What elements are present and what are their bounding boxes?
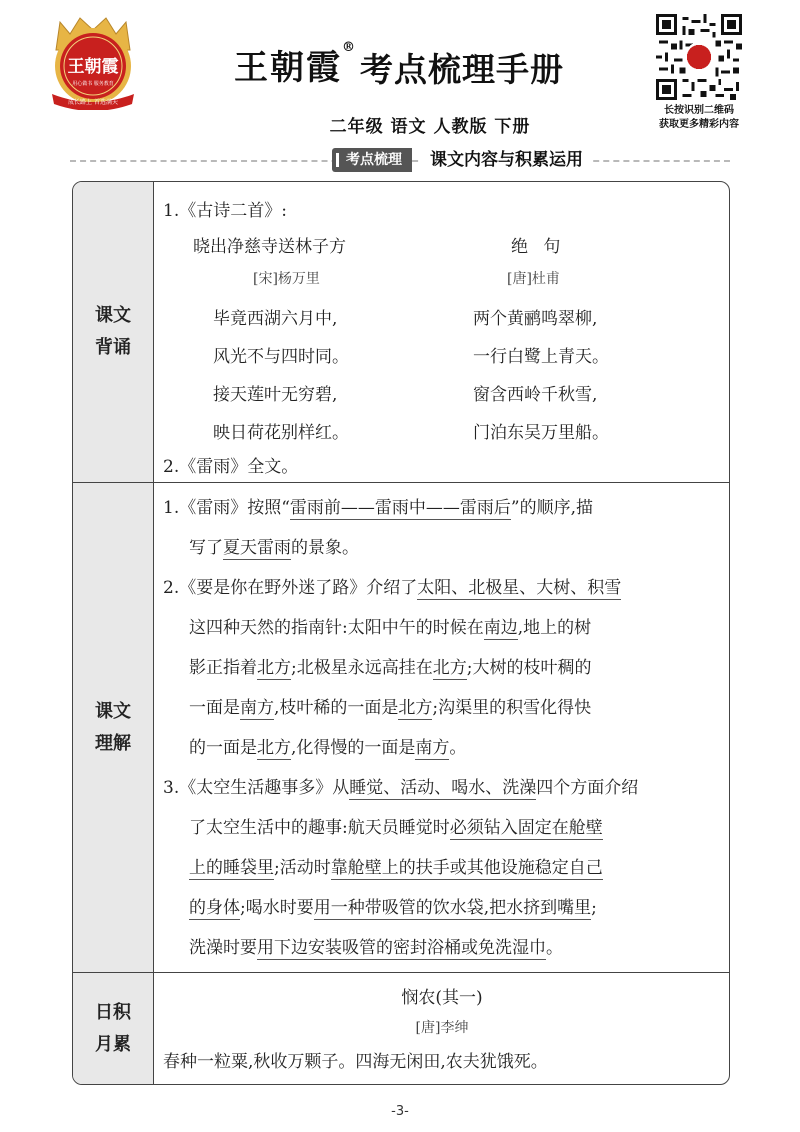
svg-text:成长路上 首选满天: 成长路上 首选满天 — [68, 99, 118, 106]
poem1-line: 映日荷花别样红。 — [213, 423, 349, 443]
qr-caption: 长按识别二维码 获取更多精彩内容 — [659, 105, 739, 130]
understand-line: 2.《要是你在野外迷了路》介绍了太阳、北极星、大树、积雪 — [163, 578, 622, 598]
poem2-line: 两个黄鹂鸣翠柳, — [473, 309, 598, 329]
page-subtitle: 二年级 语文 人教版 下册 — [329, 117, 531, 137]
accumulate-poem-text: 春种一粒粟,秋收万颗子。四海无闲田,农夫犹饿死。 — [163, 1052, 548, 1072]
recite-item-2: 2.《雷雨》全文。 — [163, 457, 299, 477]
section-tag: 考点梳理 — [332, 148, 412, 172]
row-accumulate — [73, 972, 729, 1085]
understand-line: 的一面是北方,化得慢的一面是南方。 — [189, 738, 467, 758]
accumulate-poem-title: 悯农(其一) — [401, 988, 483, 1008]
poem1-line: 风光不与四时同。 — [213, 347, 349, 367]
poem2-title: 绝 句 — [511, 237, 561, 257]
understand-line: 1.《雷雨》按照“雷雨前——雷雨中——雷雨后”的顺序,描 — [163, 498, 594, 518]
qr-code-icon[interactable] — [656, 14, 742, 100]
poem2-line: 门泊东吴万里船。 — [473, 423, 609, 443]
recite-heading: 1.《古诗二首》: — [163, 201, 287, 221]
row-label-recite: 课文 背诵 — [73, 182, 154, 482]
poem1-title: 晓出净慈寺送林子方 — [193, 237, 346, 257]
brand-seal-logo — [46, 14, 140, 110]
row-label-understand: 课文 理解 — [73, 483, 154, 973]
understand-line: 洗澡时要用下边安装吸管的密封浴桶或免洗湿巾。 — [189, 938, 563, 958]
row-understand — [73, 482, 729, 973]
understand-line: 上的睡袋里;活动时靠舱壁上的扶手或其他设施稳定自己 — [189, 858, 603, 878]
poem1-line: 毕竟西湖六月中, — [213, 309, 338, 329]
section-ribbon — [70, 148, 730, 174]
section-title: 课文内容与积累运用 — [422, 148, 591, 172]
understand-line: 3.《太空生活趣事多》从睡觉、活动、喝水、洗澡四个方面介绍 — [163, 778, 639, 798]
understand-line: 写了夏天雷雨的景象。 — [189, 538, 359, 558]
understand-line: 一面是南方,枝叶稀的一面是北方;沟渠里的积雪化得快 — [189, 698, 592, 718]
understand-line: 的身体;喝水时要用一种带吸管的饮水袋,把水挤到嘴里; — [189, 898, 597, 918]
content-table — [72, 181, 730, 1085]
brand-name: 王朝霞® — [234, 40, 357, 88]
poem2-line: 窗含西岭千秋雪, — [473, 385, 598, 405]
seal-brand-text: 王朝霞 — [67, 57, 119, 77]
understand-line: 了太空生活中的趣事:航天员睡觉时必须钻入固定在舱壁 — [189, 818, 603, 838]
accumulate-poem-author: [唐]李绅 — [415, 1020, 469, 1036]
page-title: 考点梳理手册 — [360, 50, 564, 89]
understand-line: 这四种天然的指南针:太阳中午的时候在南边,地上的树 — [189, 618, 592, 638]
row-label-accumulate: 日积 月累 — [73, 973, 154, 1085]
page-number: -3- — [391, 1104, 409, 1119]
poem2-line: 一行白鹭上青天。 — [473, 347, 609, 367]
row-recite — [73, 182, 729, 482]
svg-text:用心做书 服务教育: 用心做书 服务教育 — [72, 81, 114, 87]
understand-line: 影正指着北方;北极星永远高挂在北方;大树的枝叶稠的 — [189, 658, 592, 678]
poem1-author: [宋]杨万里 — [253, 271, 320, 287]
poem1-line: 接天莲叶无穷碧, — [213, 385, 338, 405]
poem2-author: [唐]杜甫 — [507, 271, 560, 287]
